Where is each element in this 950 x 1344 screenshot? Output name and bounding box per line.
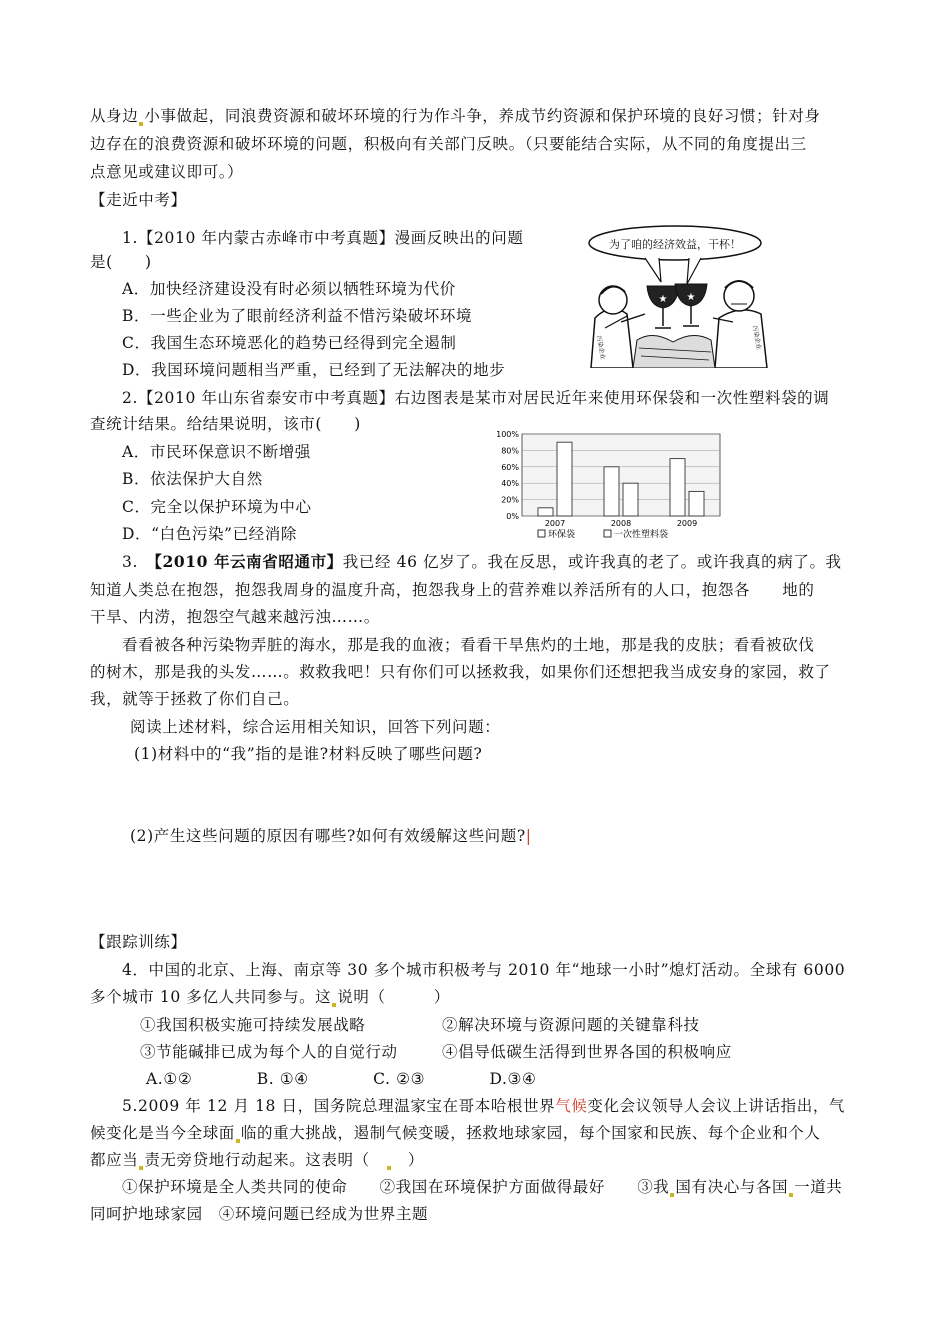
q1-option-b: B．一些企业为了眼前经济利益不惜污染破坏环境 [122,307,473,325]
q4-text: 多个城市 10 多亿人共同参与。这 [90,988,332,1006]
q1-stem-cont: 是( ) [90,253,152,271]
q4-stem-cont [90,987,450,1007]
q3-line-5: 的树木，那是我的头发……。救救我吧！只有你们可以拯救我，如果你们还想把我当成安身的家园，救了 [90,663,831,681]
q3-subquestion-2-text: (2)产生这些问题的原因有哪些?如何有效缓解这些问题? [130,827,526,845]
q4-option-3: ③节能碱排已成为每个人的自觉行动 [140,1043,398,1061]
x-tick-label: 2007 [544,519,566,528]
y-tick-label: 40% [501,479,519,489]
bar-plastic-bag-2008 [623,483,638,516]
bag-usage-chart [478,430,728,542]
q5-text: 变化会议领导人会议上讲话指出，气 [587,1097,846,1115]
q2-stem-cont: 查统计结果。给结果说明，该市( ) [90,415,361,433]
q3-line-1 [122,552,842,572]
q5-text: ） [391,1151,425,1169]
right-person-figure [713,281,767,368]
intro-line-2: 边存在的浪费资源和破坏环境的问题，积极向有关部门反映。（只要能结合实际，从不同的角度提出三 [90,135,807,153]
red-cursor-mark: | [525,827,532,845]
q2-option-a: A．市民环保意识不断增强 [122,443,311,461]
q3-text: 我已经 46 亿岁了。我在反思，或许我真的老了。或许我真的病了。我 [342,553,842,571]
edit-mark [236,1139,240,1143]
q5-text: 责无旁贷地行动起来。这表明（ [144,1151,386,1169]
q3-source: 【2010 年云南省昭通市】 [154,552,343,571]
q5-highlight: 气候 [555,1097,588,1115]
q4-option-2: ②解决环境与资源问题的关键靠科技 [442,1016,700,1034]
svg-text:★: ★ [686,292,696,303]
wine-glass-icon [675,284,707,326]
q3-line-2: 知道人类总在抱怨，抱怨我周身的温度升高，抱怨我身上的营养难以养活所有的人口，抱怨各 地的 [90,581,815,599]
bar-eco-bag-2007 [538,508,553,516]
bar-plastic-bag-2009 [689,491,704,516]
bubble-tail [645,258,661,282]
q5-stem-cont-1 [90,1123,821,1143]
chart-legend [538,528,668,540]
section-heading-exam: 【走近中考】 [90,191,187,209]
q5-text: 国有决心与各国 [675,1178,789,1196]
bar-plastic-bag-2007 [557,442,572,516]
legend-swatch-eco-bag [538,530,545,537]
y-tick-label: 20% [501,495,519,505]
intro-line-3: 点意见或建议即可。） [90,163,244,181]
bar-eco-bag-2009 [670,459,685,516]
q2-stem: 2.【2010 年山东省泰安市中考真题】右边图表是某市对居民近年来使用环保袋和一次性塑料袋的调 [122,389,830,407]
q3-line-3: 干旱、内涝，抱怨空气越来越污浊……。 [90,608,380,626]
intro-text: 小事做起，同浪费资源和破坏环境的行为作斗争，养成节约资源和保护环境的良好习惯；针对身 [144,107,821,125]
x-tick-label: 2008 [610,519,632,528]
q5-text: 都应当 [90,1151,139,1169]
wine-glass-icon [647,286,679,328]
q3-line-4: 看看被各种污染物弄脏的海水，那是我的血液；看看干旱焦灼的土地，那是我的皮肤；看看被砍伐 [122,636,815,654]
q5-options-line-1 [122,1177,842,1197]
q1-option-a: A．加快经济建设没有时必须以牺牲环境为代价 [122,280,456,298]
right-person-label: 污染企业 [751,325,763,350]
q2-option-c: C．完全以保护环境为中心 [122,498,312,516]
q4-option-1: ①我国积极实施可持续发展战略 [140,1016,366,1034]
legend-label-plastic-bag: 一次性塑料袋 [614,530,669,540]
q3-instruction: 阅读上述材料，综合运用相关知识，回答下列问题： [130,718,501,736]
y-tick-label: 100% [496,430,519,439]
q5-options-line-2: 同呵护地球家园 ④环境问题已经成为世界主题 [90,1205,429,1223]
y-tick-label: 80% [501,446,519,456]
left-person-label: 污染企业 [595,335,607,360]
legend-swatch-plastic-bag [604,530,611,537]
q4-choices: A.①② B. ①④ C. ②③ D.③④ [146,1070,537,1088]
legend-label-eco-bag: 环保袋 [548,530,576,540]
q3-subquestion-2 [130,826,532,846]
q5-text: 候变化是当今全球面 [90,1124,235,1142]
y-tick-label: 0% [506,512,519,521]
q4-option-4: ④倡导低碳生活得到世界各国的积极响应 [442,1043,732,1061]
edit-mark [332,1003,336,1007]
section-heading-practice: 【跟踪训练】 [90,933,187,951]
edit-mark [139,1166,143,1170]
edit-mark [139,122,143,126]
q5-text: 一道共 [794,1178,843,1196]
q2-option-b: B．依法保护大自然 [122,470,263,488]
q3-number: 3. [122,553,155,571]
bubble-text: 为了咱的经济效益，干杯！ [609,238,741,251]
q1-stem: 1.【2010 年内蒙古赤峰市中考真题】漫画反映出的问题 [122,229,524,247]
bar-eco-bag-2008 [604,467,619,516]
q2-option-d: D．“白色污染”已经消除 [122,525,297,543]
q5-stem-cont-2 [90,1150,424,1170]
q5-text: 临的重大挑战，遏制气候变暖，拯救地球家园，每个国家和民族、每个企业和个人 [240,1124,821,1142]
x-tick-label: 2009 [676,519,698,528]
y-tick-label: 60% [501,462,519,472]
bubble-tail [687,258,701,284]
edit-mark [387,1166,391,1170]
svg-text:★: ★ [658,294,668,305]
q3-subquestion-1: (1)材料中的“我”指的是谁?材料反映了哪些问题? [134,745,483,763]
q5-stem [122,1096,845,1116]
q3-line-6: 我，就等于拯救了你们自己。 [90,690,300,708]
q4-stem: 4．中国的北京、上海、南京等 30 多个城市积极考与 2010 年“地球一小时”熄灯活动。全球有 6000 [122,961,846,979]
q1-option-c: C．我国生态环境恶化的趋势已经得到完全遏制 [122,334,457,352]
cartoon-image [583,222,773,368]
edit-mark [670,1193,674,1197]
intro-text: 从身边 [90,107,139,125]
q5-text: ①保护环境是全人类共同的使命 ②我国在环境保护方面做得最好 ③我 [122,1178,670,1196]
q4-text: 说明（ ） [337,988,450,1006]
edit-mark [789,1193,793,1197]
q1-option-d: D．我国环境问题相当严重，已经到了无法解决的地步 [122,361,506,379]
intro-line-1 [90,106,821,126]
q5-text: 5.2009 年 12 月 18 日，国务院总理温家宝在哥本哈根世界 [122,1097,556,1115]
